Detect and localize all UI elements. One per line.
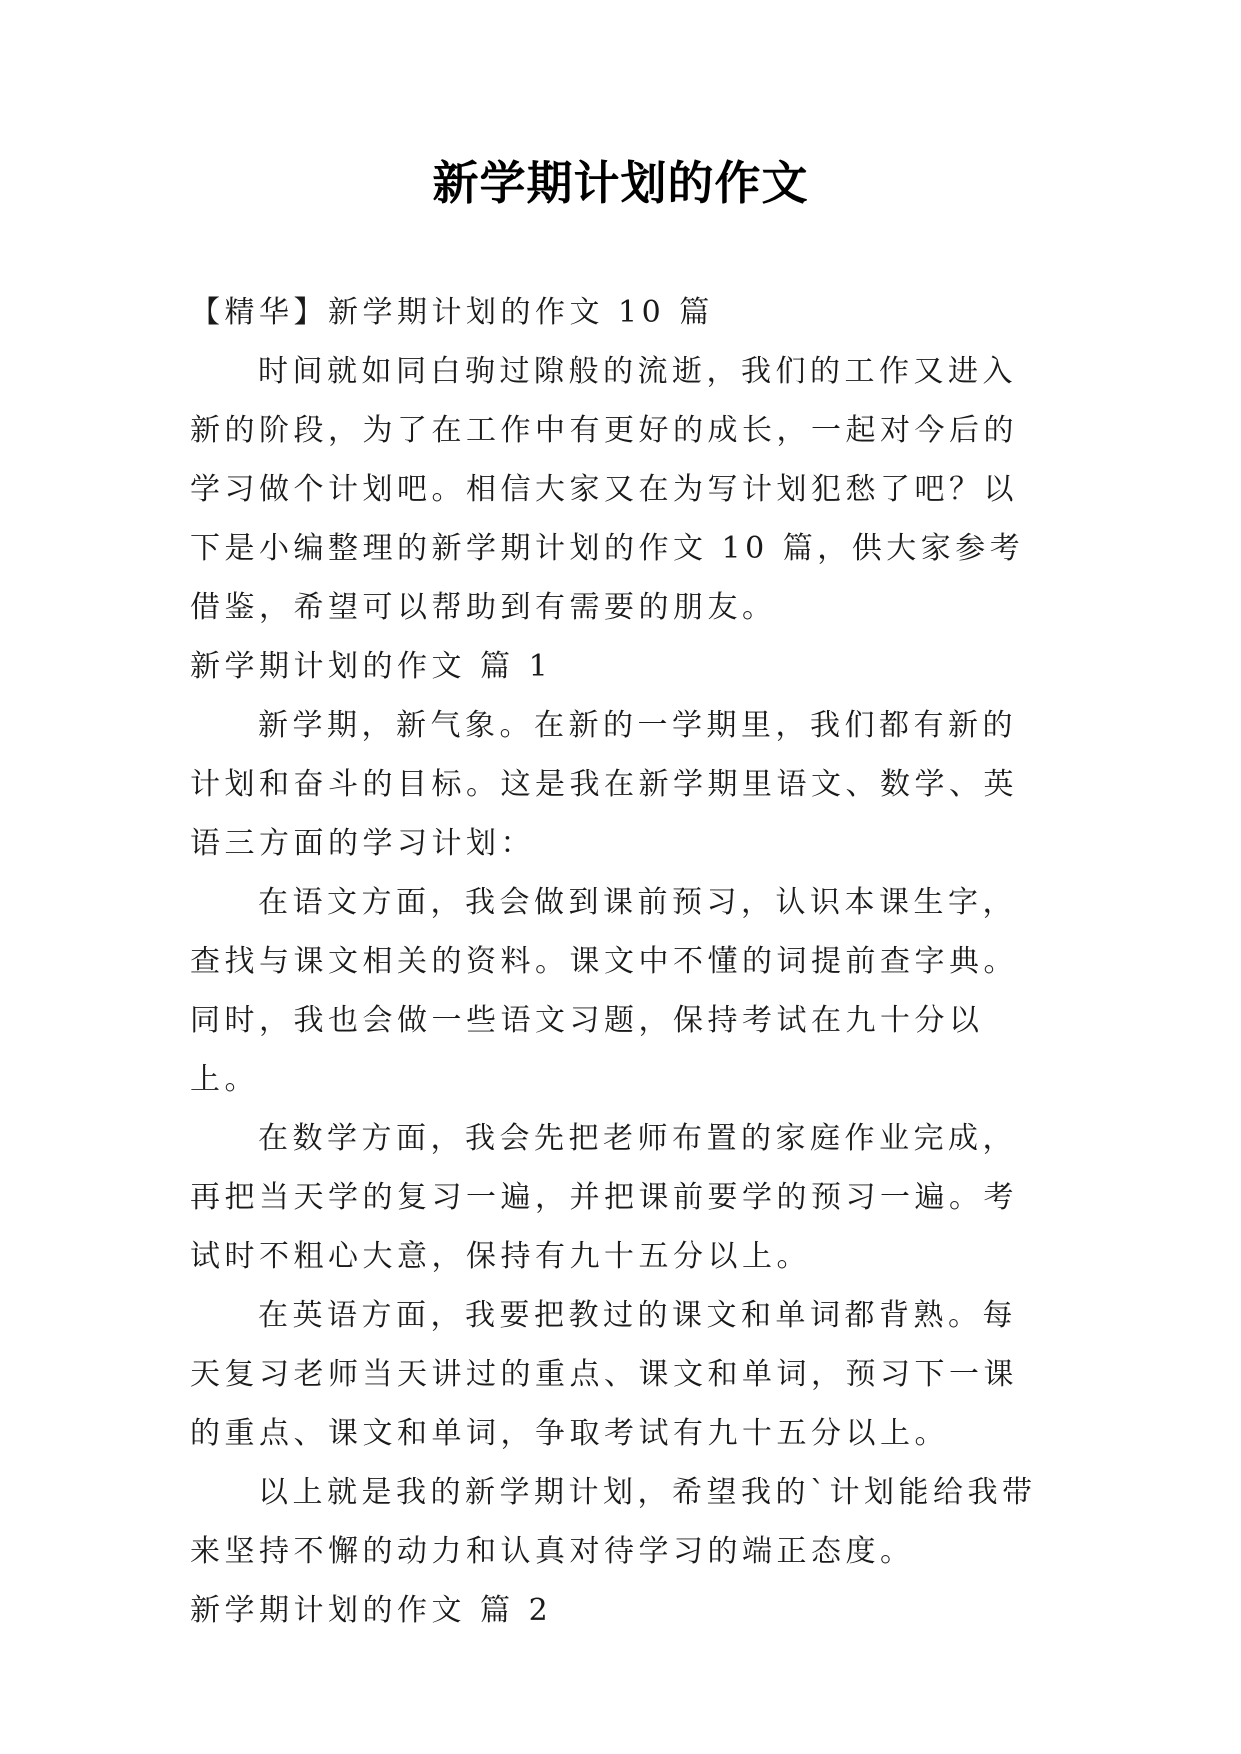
section-heading-1: 新学期计划的作文 篇 1 [190, 649, 553, 684]
section-1-paragraph-2: 在语文方面，我会做到课前预习，认识本课生字，查找与课文相关的资料。课文中不懂的词提前查字典。同时，我也会做一些语文习题，保持考试在九十分以上。 [190, 885, 1018, 1097]
document-body [190, 283, 1050, 1640]
section-1-paragraph-5: 以上就是我的新学期计划，希望我的`计划能给我带来坚持不懈的动力和认真对待学习的端正态度。 [190, 1475, 1037, 1569]
section-1-paragraph-1: 新学期，新气象。在新的一学期里，我们都有新的计划和奋斗的目标。这是我在新学期里语文、数学、英语三方面的学习计划： [190, 708, 1018, 861]
section-1-paragraph-3: 在数学方面，我会先把老师布置的家庭作业完成，再把当天学的复习一遍，并把课前要学的预习一遍。考试时不粗心大意，保持有九十五分以上。 [190, 1121, 1018, 1274]
document-title: 新学期计划的作文 [432, 156, 809, 210]
intro-paragraph: 时间就如同白驹过隙般的流逝，我们的工作又进入新的阶段，为了在工作中有更好的成长，一起对今后的学习做个计划吧。相信大家又在为写计划犯愁了吧？以下是小编整理的新学期计划的作文 10 篇，供大家参考借鉴，希望可以帮助到有需要的朋友。 [190, 354, 1025, 625]
lead-line: 【精华】新学期计划的作文 10 篇 [190, 295, 714, 330]
section-1-paragraph-4: 在英语方面，我要把教过的课文和单词都背熟。每天复习老师当天讲过的重点、课文和单词，预习下一课的重点、课文和单词，争取考试有九十五分以上。 [190, 1298, 1018, 1451]
section-heading-2: 新学期计划的作文 篇 2 [190, 1593, 553, 1628]
